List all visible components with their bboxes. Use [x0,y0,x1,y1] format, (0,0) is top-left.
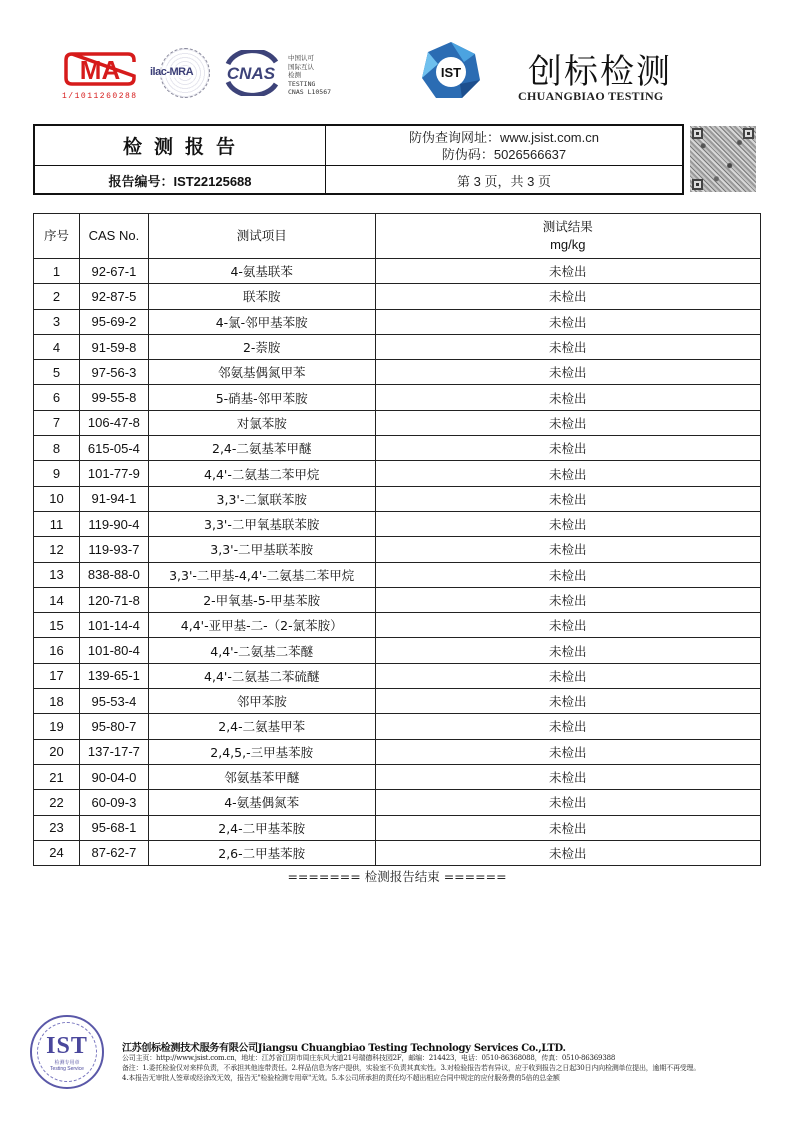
row-index: 13 [34,562,80,587]
table-row [34,259,761,284]
table-row [34,562,761,587]
col-header-index: 序号 [34,214,80,259]
table-row [34,360,761,385]
test-item: 4-氯-邻甲基苯胺 [148,309,375,334]
test-result: 未检出 [375,714,760,739]
cas-number: 92-87-5 [79,284,148,309]
qr-finder [743,128,754,139]
cnas-logo-icon [220,50,282,96]
row-index: 20 [34,739,80,764]
test-item: 3,3'-二甲基联苯胺 [148,537,375,562]
test-result: 未检出 [375,259,760,284]
table-row [34,587,761,612]
table-row [34,815,761,840]
table-row [34,790,761,815]
report-end-marker: ======= 检测报告结束 ====== [287,869,507,884]
cas-number: 139-65-1 [79,663,148,688]
svg-text:CNAS: CNAS [226,64,276,83]
test-result: 未检出 [375,587,760,612]
row-index: 14 [34,587,80,612]
page-indicator: 第 3 页，共 3 页 [457,174,551,189]
cas-number: 615-05-4 [79,436,148,461]
col-header-item: 测试项目 [148,214,375,259]
test-result: 未检出 [375,511,760,536]
table-row [34,638,761,663]
row-index: 7 [34,410,80,435]
col-header-result: 测试结果 mg/kg [375,214,760,259]
cma-logo-icon [62,52,138,86]
test-result: 未检出 [375,385,760,410]
footer-company-name: 江苏创标检测技术服务有限公司Jiangsu Chuangbiao Testing Technology Services Co.,LTD. [122,1043,566,1054]
cas-number: 91-94-1 [79,486,148,511]
brand-name-cn: 创标检测 [528,52,672,92]
test-result: 未检出 [375,436,760,461]
cas-number: 101-80-4 [79,638,148,663]
brand-name-en: CHUANGBIAO TESTING [518,89,664,103]
test-item: 4,4'-二氨基二苯硫醚 [148,663,375,688]
test-item: 2,4-二氨基苯甲醚 [148,436,375,461]
cas-number: 90-04-0 [79,764,148,789]
table-row [34,436,761,461]
test-item: 邻氨基苯甲醚 [148,764,375,789]
table-row [34,410,761,435]
cas-number: 95-68-1 [79,815,148,840]
table-row [34,461,761,486]
test-item: 3,3'-二氯联苯胺 [148,486,375,511]
test-item: 邻甲苯胺 [148,689,375,714]
cas-number: 99-55-8 [79,385,148,410]
row-index: 6 [34,385,80,410]
table-row [34,334,761,359]
test-results-table [33,213,761,866]
table-row [34,284,761,309]
test-result: 未检出 [375,638,760,663]
test-item: 5-硝基-邻甲苯胺 [148,385,375,410]
row-index: 22 [34,790,80,815]
cas-number: 91-59-8 [79,334,148,359]
cas-number: 95-69-2 [79,309,148,334]
test-item: 4,4'-二氨基二苯醚 [148,638,375,663]
cas-number: 95-80-7 [79,714,148,739]
cas-number: 101-77-9 [79,461,148,486]
qr-code-icon[interactable] [690,126,756,192]
ilac-mra-label: ilac-MRA [150,66,194,78]
footer-notes-1: 备注：1.委托检验仅对来样负责，不承担其他连带责任。2.样品信息为客户提供，实验室不负责其真实性。3.对检验报告若有异议，应于收到报告之日起30日内向检测单位提出，逾期不再受理。 [122,1064,701,1072]
row-index: 8 [34,436,80,461]
table-row [34,511,761,536]
test-item: 3,3'-二甲氧基联苯胺 [148,511,375,536]
test-item: 对氯苯胺 [148,410,375,435]
ist-brand-logo-icon [420,40,482,102]
test-result: 未检出 [375,284,760,309]
test-item: 联苯胺 [148,284,375,309]
test-item: 2,4-二甲基苯胺 [148,815,375,840]
table-row [34,486,761,511]
row-index: 23 [34,815,80,840]
table-row [34,613,761,638]
row-index: 18 [34,689,80,714]
test-result: 未检出 [375,739,760,764]
test-item: 2,4-二氨基甲苯 [148,714,375,739]
test-result: 未检出 [375,815,760,840]
test-result: 未检出 [375,840,760,865]
table-row [34,840,761,865]
row-index: 3 [34,309,80,334]
col-header-cas: CAS No. [79,214,148,259]
table-row [34,714,761,739]
footer-contact: 公司主页：http://www.jsist.com.cn，地址：江苏省江阴市周庄东风大道21号瑞德科技园2F，邮编：214423，电话：0510-86368088，传真：0510-86369388 [122,1054,616,1062]
test-result: 未检出 [375,334,760,359]
test-item: 4-氨基偶氮苯 [148,790,375,815]
cas-number: 120-71-8 [79,587,148,612]
test-item: 4-氨基联苯 [148,259,375,284]
accreditation-logos [60,48,350,108]
row-index: 9 [34,461,80,486]
cnas-side-text: 中国认可 国际互认 检测 TESTING CNAS L10567 [288,54,332,96]
test-item: 邻氨基偶氮甲苯 [148,360,375,385]
cas-number: 119-93-7 [79,537,148,562]
cma-number: 1/1011260288 [62,92,138,101]
table-row [34,689,761,714]
row-index: 21 [34,764,80,789]
qr-finder [692,179,703,190]
table-row [34,309,761,334]
test-item: 2,4,5,-三甲基苯胺 [148,739,375,764]
row-index: 15 [34,613,80,638]
test-result: 未检出 [375,764,760,789]
cas-number: 101-14-4 [79,613,148,638]
test-result: 未检出 [375,689,760,714]
report-header [33,124,684,195]
table-row [34,739,761,764]
row-index: 11 [34,511,80,536]
cas-number: 95-53-4 [79,689,148,714]
table-row [34,537,761,562]
test-item: 3,3'-二甲基-4,4'-二氨基二苯甲烷 [148,562,375,587]
test-result: 未检出 [375,537,760,562]
table-row [34,764,761,789]
report-title: 检测报告 [122,137,247,158]
verify-code: 防伪码：5026566637 [441,146,567,162]
row-index: 4 [34,334,80,359]
report-number: 报告编号：IST22125688 [108,174,252,189]
table-row [34,385,761,410]
row-index: 1 [34,259,80,284]
cas-number: 119-90-4 [79,511,148,536]
test-result: 未检出 [375,486,760,511]
cas-number: 60-09-3 [79,790,148,815]
cas-number: 97-56-3 [79,360,148,385]
row-index: 12 [34,537,80,562]
cas-number: 838-88-0 [79,562,148,587]
test-result: 未检出 [375,410,760,435]
test-result: 未检出 [375,461,760,486]
test-result: 未检出 [375,309,760,334]
test-item: 2,6-二甲基苯胺 [148,840,375,865]
row-index: 16 [34,638,80,663]
row-index: 2 [34,284,80,309]
table-row [34,663,761,688]
svg-text:MA: MA [79,55,121,85]
test-result: 未检出 [375,360,760,385]
test-item: 4,4'-二氨基二苯甲烷 [148,461,375,486]
cas-number: 137-17-7 [79,739,148,764]
svg-text:IST: IST [440,65,462,80]
cas-number: 106-47-8 [79,410,148,435]
test-result: 未检出 [375,790,760,815]
cas-number: 87-62-7 [79,840,148,865]
test-result: 未检出 [375,613,760,638]
row-index: 24 [34,840,80,865]
test-item: 2-甲氧基-5-甲基苯胺 [148,587,375,612]
row-index: 19 [34,714,80,739]
verify-url[interactable]: 防伪查询网址：www.jsist.com.cn [409,129,599,145]
row-index: 5 [34,360,80,385]
test-item: 2-萘胺 [148,334,375,359]
test-result: 未检出 [375,562,760,587]
company-seal-icon: IST 检测专用章 Testing Service [30,1015,104,1089]
table-header-row [34,214,761,259]
row-index: 10 [34,486,80,511]
anti-counterfeit-info [326,126,682,165]
test-item: 4,4'-亚甲基-二-（2-氯苯胺） [148,613,375,638]
cas-number: 92-67-1 [79,259,148,284]
test-result: 未检出 [375,663,760,688]
qr-finder [692,128,703,139]
footer-notes-2: 4.本报告无审批人签章或经涂改无效，报告无"检验检测专用章"无效。5.本公司所承担的责任均不超出相应合同中规定的应付服务费的5倍的总金额 [122,1074,560,1082]
row-index: 17 [34,663,80,688]
